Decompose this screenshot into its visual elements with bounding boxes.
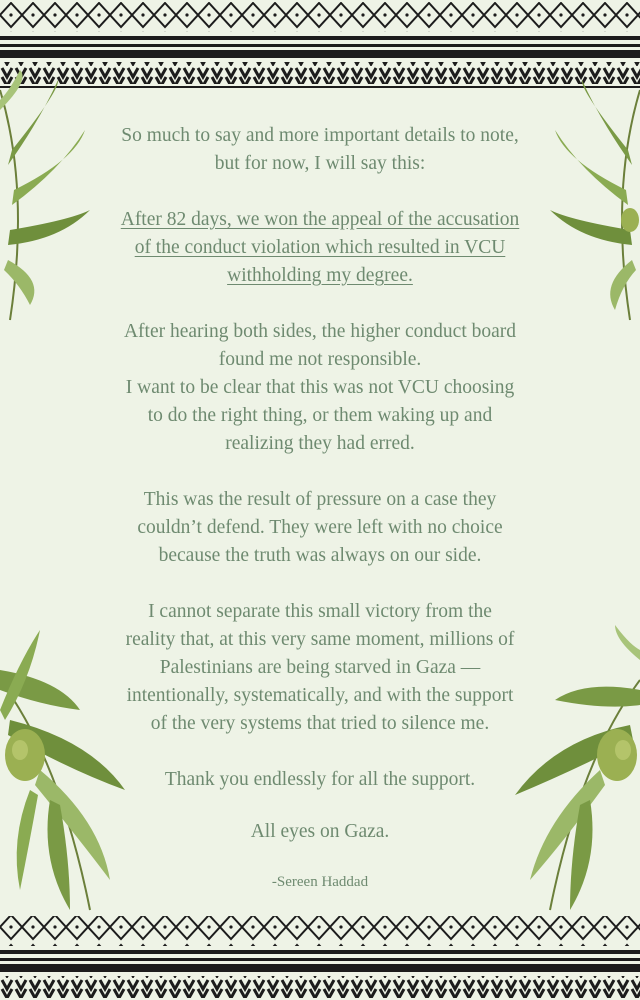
olive-branch-icon bbox=[0, 70, 95, 330]
keffiyeh-border-bottom bbox=[0, 912, 640, 1000]
olive-branch-icon bbox=[540, 70, 640, 330]
thanks-line: Thank you endlessly for all the support. bbox=[164, 769, 476, 790]
announcement-paragraph: After 82 days, we won the appeal of the accusation of the conduct violation which resulted in VCU withholding my degree. bbox=[120, 209, 520, 286]
gaza-paragraph: I cannot separate this small victory from the reality that, at this very same moment, millions of Palestinians are being starved in Gaza — intentionally, systematically, and with the support of the very systems that tried to silence me. bbox=[125, 601, 515, 734]
hearing-paragraph: After hearing both sides, the higher conduct board found me not responsible. I want to be clear that this was not VCU choosing to do the right thing, or them waking up and realizing they had erred. bbox=[123, 321, 517, 454]
intro-paragraph: So much to say and more important details to note, but for now, I will say this: bbox=[121, 125, 519, 174]
statement-text bbox=[90, 122, 550, 896]
signature: -Sereen Haddad bbox=[271, 874, 369, 890]
pressure-paragraph: This was the result of pressure on a case they couldn’t defend. They were left with no choice because the truth was always on our side. bbox=[137, 489, 503, 566]
keffiyeh-pattern-icon bbox=[0, 912, 640, 1000]
closing-line: All eyes on Gaza. bbox=[250, 821, 390, 842]
